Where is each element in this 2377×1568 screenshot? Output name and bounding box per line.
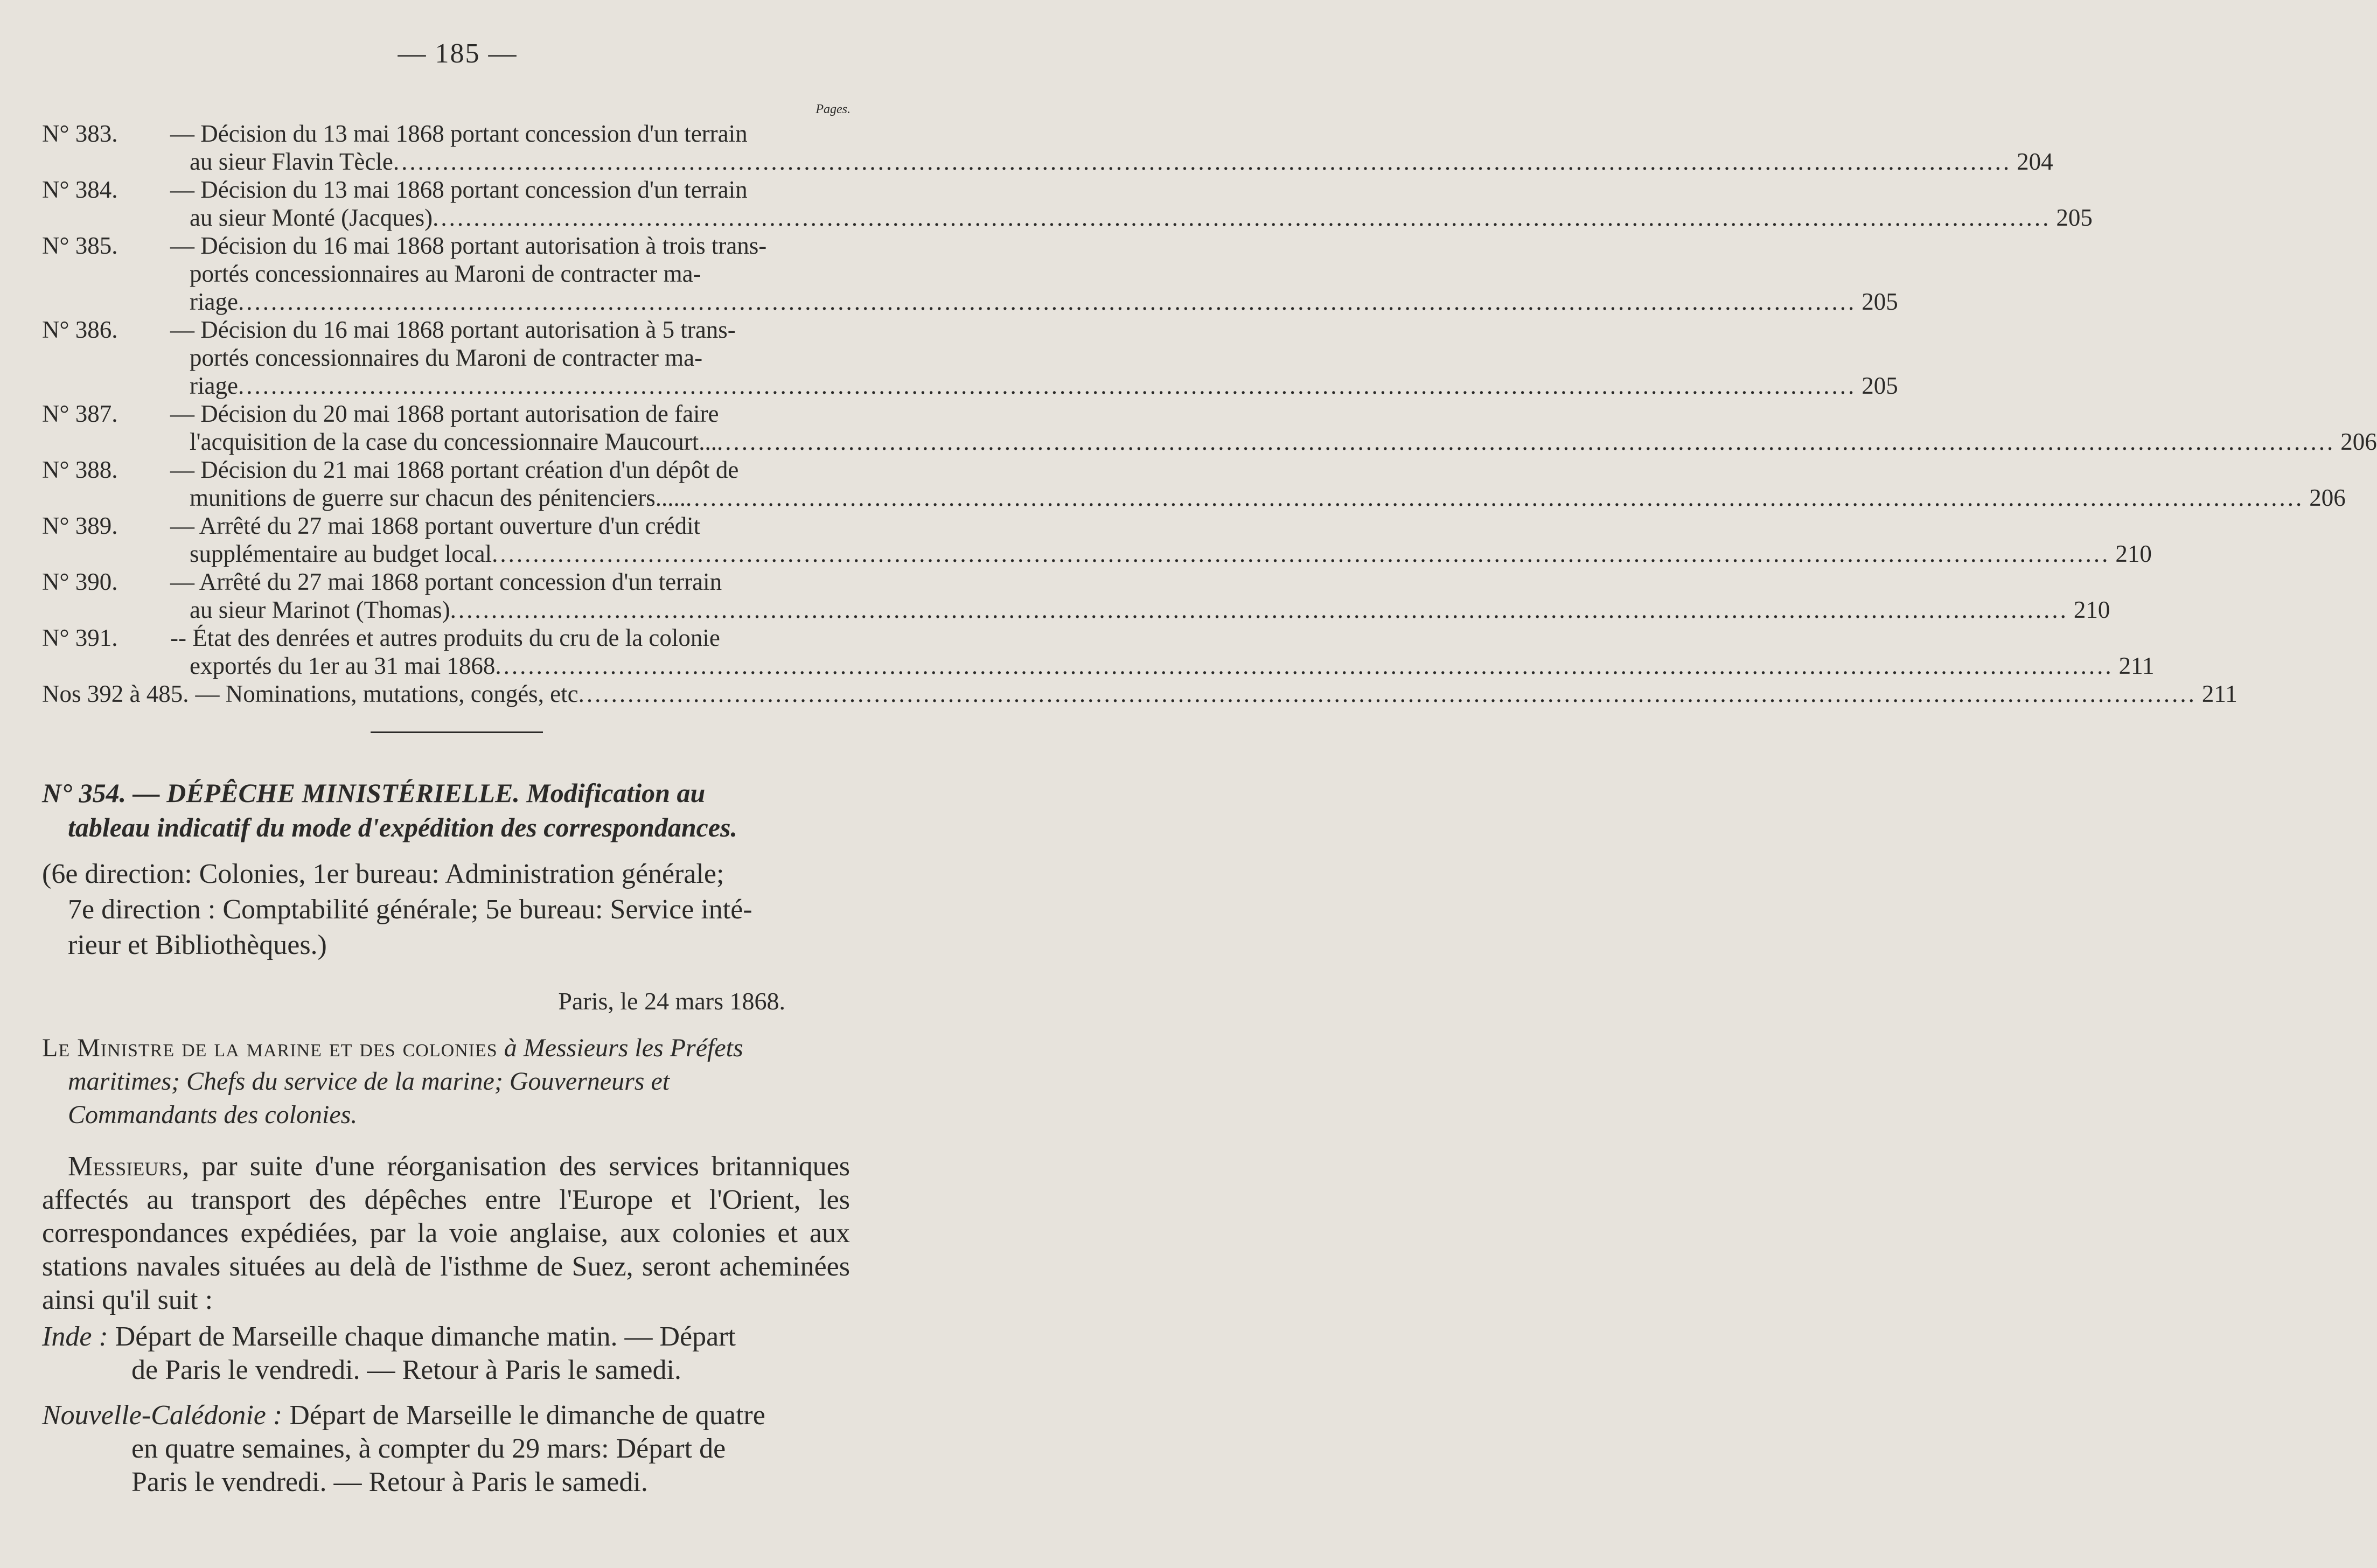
paragraph-text: par suite d'une réorganisation des services britanniques affectés au transport des dépêches entre l'Europe et l'Orient, les correspondances expédiées, par la voie anglaise, aux colonies et aux stations navales situées au delà de l'isthme de Suez, seront acheminées ainsi qu'il suit : xyxy=(42,1151,850,1315)
toc-entry-page: 210 xyxy=(2073,596,2110,623)
toc-entry-number: N° 387. xyxy=(42,400,118,427)
toc-entry-text: munitions de guerre sur chacun des pénitenciers..... xyxy=(190,484,686,511)
directions-line: rieur et Bibliothèques.) xyxy=(68,930,327,960)
toc-entry-page: 206 xyxy=(2309,484,2346,511)
route-place: Nouvelle-Calédonie : xyxy=(42,1400,283,1431)
toc-entry-text: au sieur Marinot (Thomas) xyxy=(190,596,450,623)
toc-entry-number: N° 389. xyxy=(42,512,118,539)
dateline: Paris, le 24 mars 1868. xyxy=(558,987,785,1015)
addressee xyxy=(42,1032,850,1132)
toc-entry-number: N° 391. xyxy=(42,624,118,651)
toc-entry xyxy=(42,624,2155,680)
toc-entry-number: N° 388. xyxy=(42,456,118,483)
toc-entry-text: riage xyxy=(190,288,238,315)
recipients: maritimes; Chefs du service de la marine; Gouverneurs et xyxy=(68,1067,670,1096)
directions-note xyxy=(42,856,850,963)
toc-entry-number: Nos 392 à 485. xyxy=(42,680,189,707)
toc-entry-text: portés concessionnaires au Maroni de contracter ma- xyxy=(190,260,701,287)
route-entry xyxy=(42,1399,850,1499)
toc-entry-text: — Décision du 13 mai 1868 portant concession d'un terrain xyxy=(170,120,748,147)
toc-entry-number: N° 384. xyxy=(42,176,118,203)
toc-entry-page: 204 xyxy=(2017,148,2053,175)
recipients: à Messieurs les Préfets xyxy=(504,1034,743,1062)
toc-entry xyxy=(42,232,1898,316)
toc-entry-text: -- État des denrées et autres produits du cru de la colonie xyxy=(170,624,720,651)
toc-entry-text: au sieur Monté (Jacques) xyxy=(190,204,433,231)
directions-line: (6e direction: Colonies, 1er bureau: Administration générale; xyxy=(42,859,724,889)
route-text: Départ de Marseille le dimanche de quatre xyxy=(289,1400,765,1431)
toc-entry-text: — Décision du 20 mai 1868 portant autorisation de faire xyxy=(170,400,719,427)
toc-entry-text: portés concessionnaires du Maroni de contracter ma- xyxy=(190,344,703,371)
toc-entry-page: 210 xyxy=(2115,540,2152,567)
sender: Le Ministre de la marine et des colonies xyxy=(42,1034,498,1062)
toc-entry-page: 205 xyxy=(1862,288,1898,315)
directions-line: 7e direction : Comptabilité générale; 5e bureau: Service inté- xyxy=(68,894,752,925)
toc-entry-text: supplémentaire au budget local xyxy=(190,540,492,567)
toc-entry-number: N° 385. xyxy=(42,232,118,259)
route-entry xyxy=(42,1320,850,1387)
route-text: de Paris le vendredi. — Retour à Paris le samedi. xyxy=(131,1355,681,1385)
toc-entry-text: — Arrêté du 27 mai 1868 portant ouverture d'un crédit xyxy=(170,512,701,539)
toc-entry xyxy=(42,680,2237,708)
toc-entry-number: N° 390. xyxy=(42,568,118,595)
toc-entry-page: 205 xyxy=(2056,204,2093,231)
toc-entry xyxy=(42,568,2110,624)
route-text: en quatre semaines, à compter du 29 mars: Départ de xyxy=(131,1433,726,1464)
toc-entry xyxy=(42,176,2093,232)
toc-entry-text: — Décision du 21 mai 1868 portant création d'un dépôt de xyxy=(170,456,739,483)
toc-entry-text: — Décision du 16 mai 1868 portant autorisation à 5 trans- xyxy=(170,316,736,343)
toc-entry-text: exportés du 1er au 31 mai 1868 xyxy=(190,652,496,679)
toc-entry-number: N° 383. xyxy=(42,120,118,147)
toc-entry xyxy=(42,456,2346,512)
toc-entry-page: 205 xyxy=(1862,372,1898,399)
toc-entry-page: 211 xyxy=(2118,652,2155,679)
dispatch-heading-line: tableau indicatif du mode d'expédition des correspondances. xyxy=(68,812,738,842)
dispatch-body xyxy=(42,776,850,1499)
dispatch-heading-line: N° 354. — DÉPÊCHE MINISTÉRIELLE. Modification au xyxy=(42,778,706,808)
route-text: Départ de Marseille chaque dimanche matin. — Départ xyxy=(115,1321,736,1352)
salutation: Messieurs, xyxy=(68,1151,190,1182)
toc-entry-page: 206 xyxy=(2340,428,2377,455)
toc-entry-number: N° 386. xyxy=(42,316,118,343)
pages-column-label: Pages. xyxy=(815,102,851,116)
toc-entry-page: 211 xyxy=(2201,680,2237,707)
toc-entry xyxy=(42,316,1898,400)
route-text: Paris le vendredi. — Retour à Paris le samedi. xyxy=(131,1467,648,1497)
toc-entry-text: — Nominations, mutations, congés, etc xyxy=(195,680,578,707)
toc-entry-text: l'acquisition de la case du concessionnaire Maucourt... xyxy=(190,428,717,455)
recipients: Commandants des colonies. xyxy=(68,1100,358,1129)
dispatch-heading xyxy=(42,776,850,845)
toc-entry xyxy=(42,120,2053,176)
section-divider xyxy=(371,731,543,733)
toc-entry-text: au sieur Flavin Tècle xyxy=(190,148,393,175)
toc-entry-text: riage xyxy=(190,372,238,399)
toc-entry-text: — Décision du 16 mai 1868 portant autorisation à trois trans- xyxy=(170,232,767,259)
toc-entry xyxy=(42,400,2377,456)
page-number: — 185 — xyxy=(398,38,518,69)
route-place: Inde : xyxy=(42,1321,108,1352)
toc-entry-text: — Décision du 13 mai 1868 portant concession d'un terrain xyxy=(170,176,748,203)
toc-entry xyxy=(42,512,2152,568)
body-paragraph xyxy=(42,1150,850,1317)
toc-entry-text: — Arrêté du 27 mai 1868 portant concession d'un terrain xyxy=(170,568,722,595)
table-of-contents xyxy=(42,120,2377,708)
